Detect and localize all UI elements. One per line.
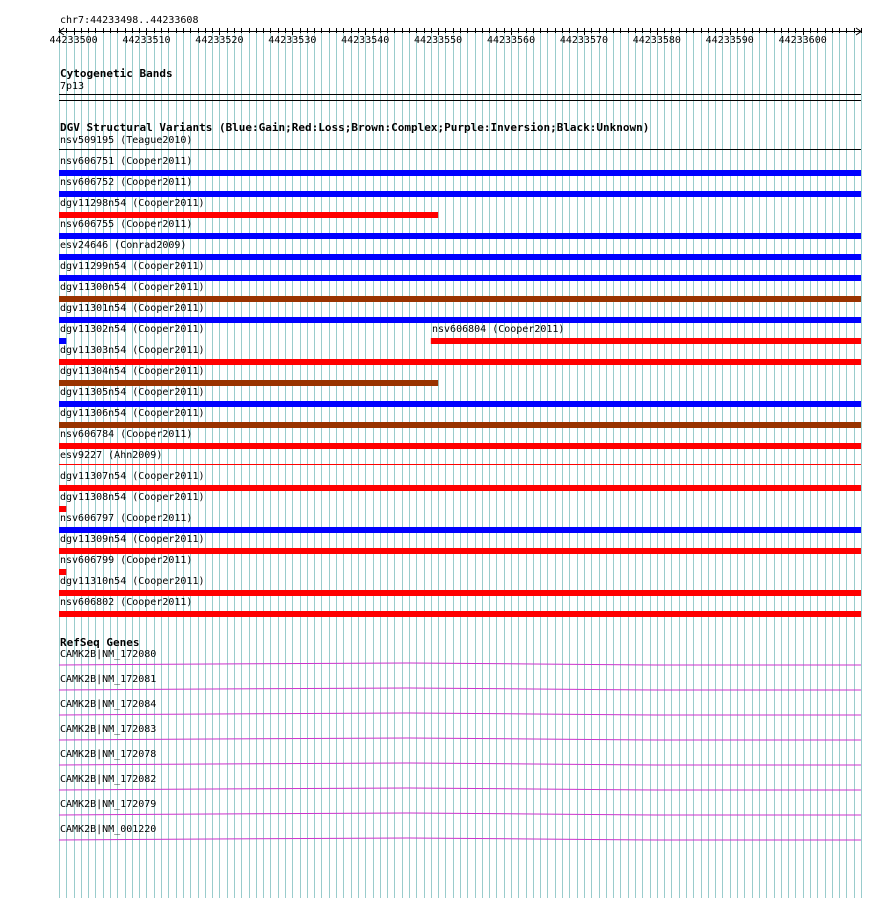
ruler-tick-label: 44233530 <box>268 35 317 46</box>
dgv-feature-label[interactable]: nsv606797 (Cooper2011) <box>60 513 193 524</box>
dgv-feature-label[interactable]: nsv606751 (Cooper2011) <box>60 156 193 167</box>
ruler-tick-label: 44233500 <box>49 35 98 46</box>
dgv-feature-label[interactable]: dgv11308n54 (Cooper2011) <box>60 492 205 503</box>
ruler-tick-label: 44233540 <box>341 35 390 46</box>
dgv-variant-bar[interactable] <box>59 485 861 491</box>
dgv-variant-bar[interactable] <box>59 296 861 302</box>
refseq-gene-label[interactable]: CAMK2B|NM_172080 <box>60 649 157 660</box>
dgv-feature-label[interactable]: dgv11304n54 (Cooper2011) <box>60 366 205 377</box>
ruler-tick-label: 44233590 <box>705 35 754 46</box>
dgv-feature-label[interactable]: dgv11298n54 (Cooper2011) <box>60 198 205 209</box>
dgv-feature-label[interactable]: nsv509195 (Teague2010) <box>60 135 193 146</box>
dgv-feature-label[interactable]: esv9227 (Ahn2009) <box>60 450 163 461</box>
refseq-gene-label[interactable]: CAMK2B|NM_172081 <box>60 674 157 685</box>
dgv-track-title[interactable]: DGV Structural Variants (Blue:Gain;Red:Loss;Brown:Complex;Purple:Inversion;Black:Unknown) <box>60 121 650 134</box>
refseq-gene-label[interactable]: CAMK2B|NM_172082 <box>60 774 157 785</box>
dgv-feature-label[interactable]: dgv11306n54 (Cooper2011) <box>60 408 205 419</box>
dgv-variant-bar[interactable] <box>59 422 861 428</box>
dgv-variant-bar[interactable] <box>59 149 861 150</box>
dgv-feature-label[interactable]: nsv606802 (Cooper2011) <box>60 597 193 608</box>
dgv-feature-label[interactable]: nsv606784 (Cooper2011) <box>60 429 193 440</box>
dgv-variant-bar[interactable] <box>59 569 66 575</box>
dgv-variant-bar[interactable] <box>59 212 438 218</box>
dgv-feature-label[interactable]: dgv11300n54 (Cooper2011) <box>60 282 205 293</box>
dgv-feature-label[interactable]: dgv11299n54 (Cooper2011) <box>60 261 205 272</box>
refseq-gene-label[interactable]: CAMK2B|NM_172083 <box>60 724 157 735</box>
dgv-feature-label[interactable]: dgv11310n54 (Cooper2011) <box>60 576 205 587</box>
ruler-tick-label: 44233510 <box>122 35 171 46</box>
location-label: chr7:44233498..44233608 <box>60 15 199 26</box>
dgv-feature-label[interactable]: dgv11303n54 (Cooper2011) <box>60 345 205 356</box>
dgv-variant-bar[interactable] <box>59 191 861 197</box>
dgv-variant-bar[interactable] <box>59 464 861 465</box>
dgv-variant-bar[interactable] <box>59 527 861 533</box>
refseq-gene-label[interactable]: CAMK2B|NM_172079 <box>60 799 157 810</box>
dgv-variant-bar[interactable] <box>59 254 861 260</box>
dgv-variant-bar[interactable] <box>59 443 861 449</box>
cytoband-label: 7p13 <box>60 81 85 92</box>
refseq-gene-label[interactable]: CAMK2B|NM_172078 <box>60 749 157 760</box>
refseq-gene-label[interactable]: CAMK2B|NM_172084 <box>60 699 157 710</box>
dgv-feature-label[interactable]: nsv606752 (Cooper2011) <box>60 177 193 188</box>
dgv-variant-bar[interactable] <box>59 506 66 512</box>
dgv-variant-bar[interactable] <box>59 401 861 407</box>
dgv-variant-bar[interactable] <box>59 275 861 281</box>
dgv-feature-label[interactable]: dgv11301n54 (Cooper2011) <box>60 303 205 314</box>
dgv-feature-label[interactable]: dgv11305n54 (Cooper2011) <box>60 387 205 398</box>
refseq-gene-label[interactable]: CAMK2B|NM_001220 <box>60 824 157 835</box>
dgv-feature-label[interactable]: nsv606755 (Cooper2011) <box>60 219 193 230</box>
ruler-tick-label: 44233550 <box>414 35 463 46</box>
ruler-tick-label: 44233520 <box>195 35 244 46</box>
dgv-feature-label[interactable]: esv24646 (Conrad2009) <box>60 240 187 251</box>
dgv-variant-bar[interactable] <box>59 233 861 239</box>
dgv-variant-bar[interactable] <box>431 338 861 344</box>
dgv-variant-bar[interactable] <box>59 170 861 176</box>
ruler-tick-label: 44233600 <box>778 35 827 46</box>
dgv-feature-label[interactable]: dgv11309n54 (Cooper2011) <box>60 534 205 545</box>
ruler-tick-label: 44233570 <box>559 35 609 46</box>
cytoband-track-title[interactable]: Cytogenetic Bands <box>60 67 173 80</box>
dgv-variant-bar[interactable] <box>59 380 438 386</box>
ruler-tick-label: 44233580 <box>632 35 681 46</box>
dgv-variant-bar[interactable] <box>59 359 861 365</box>
dgv-variant-bar[interactable] <box>59 590 861 596</box>
refseq-track-title[interactable]: RefSeq Genes <box>60 636 140 649</box>
dgv-feature-label[interactable]: dgv11302n54 (Cooper2011) <box>60 324 205 335</box>
dgv-feature-label[interactable]: nsv606804 (Cooper2011) <box>432 324 565 335</box>
dgv-variant-bar[interactable] <box>59 611 861 617</box>
dgv-variant-bar[interactable] <box>59 338 66 344</box>
ruler-tick-label: 44233560 <box>486 35 536 46</box>
dgv-variant-bar[interactable] <box>59 548 861 554</box>
dgv-variant-bar[interactable] <box>59 317 861 323</box>
dgv-feature-label[interactable]: nsv606799 (Cooper2011) <box>60 555 193 566</box>
dgv-feature-label[interactable]: dgv11307n54 (Cooper2011) <box>60 471 205 482</box>
